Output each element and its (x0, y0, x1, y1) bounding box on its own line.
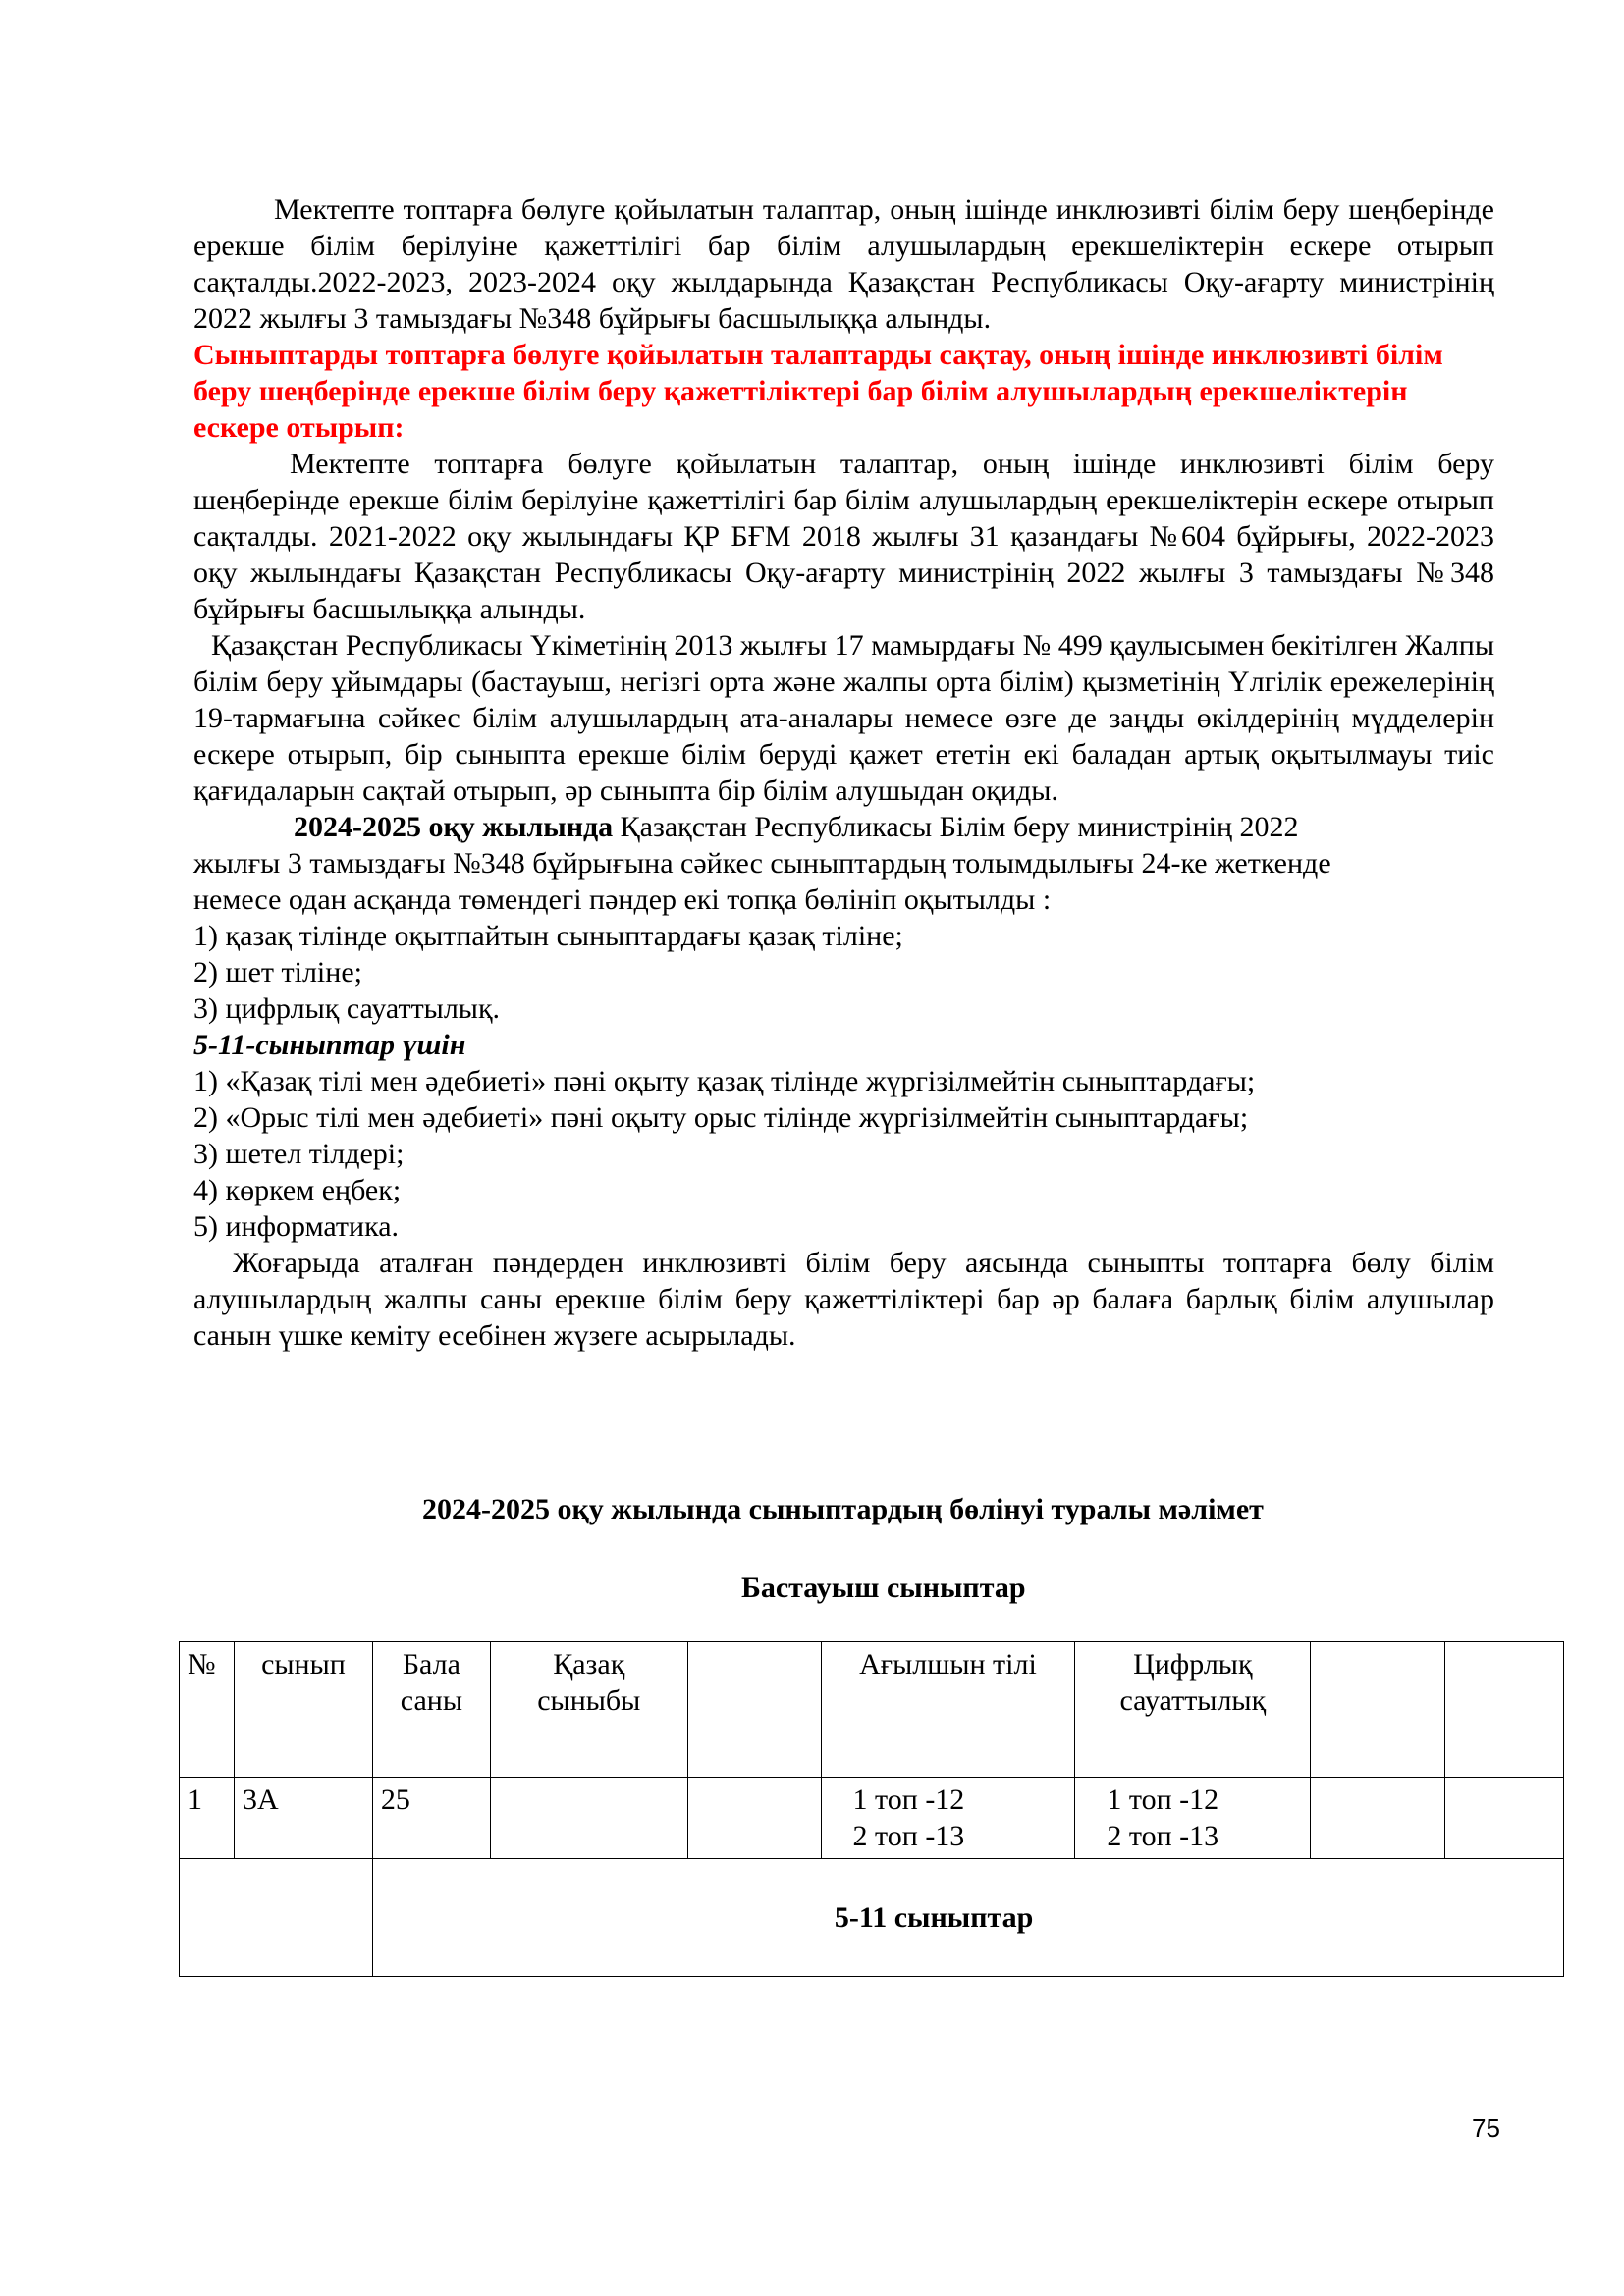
paragraph-4-line-3: немесе одан асқанда төмендегі пәндер екі топқа бөлініп оқытылды : (193, 883, 1052, 916)
section-left-cell (180, 1859, 373, 1977)
table-header-row (180, 1642, 1564, 1778)
list-primary-item: 2) шет тіліне; (193, 956, 362, 988)
header-kazakh-class: Қазақ сыныбы (490, 1642, 687, 1778)
header-child-count: Бала саны (372, 1642, 490, 1778)
paragraph-4-line-2: жылғы 3 тамыздағы №348 бұйрығына сәйкес сыныптардың толымдылығы 24-ке жеткенде (193, 847, 1331, 880)
header-class: сынып (234, 1642, 372, 1778)
header-empty (687, 1642, 821, 1778)
year-bold: 2024-2025 оқу жылында (294, 811, 614, 843)
digital-group-2: 2 топ -13 (1107, 1820, 1219, 1852)
cell-empty (687, 1778, 821, 1859)
paragraph-4-line-1 (193, 809, 1494, 845)
page-number: 75 (1472, 2113, 1500, 2143)
paragraph-2: Мектепте топтарға бөлуге қойылатын талаптар, оның ішінде инклюзивті білім беру шеңберінде ерекше білім берілуіне қажеттілігі бар білім алушылардың ерекшеліктерін ескере отырып сақталды. 2021-2022 оқу жылындағы ҚР БҒМ 2018 жылғы 31 қазандағы №604 бұйрығы, 2022-2023 оқу жылындағы Қазақстан Республикасы Оқу-ағарту министрінің 2022 жылғы 3 тамыздағы №348 бұйрығы басшылыққа алынды. (193, 448, 1494, 625)
cell-count: 25 (372, 1778, 490, 1859)
english-group-2: 2 топ -13 (852, 1820, 965, 1852)
list-5-11-item: 3) шетел тілдері; (193, 1138, 405, 1170)
table-row (180, 1778, 1564, 1859)
paragraph-3: Қазақстан Республикасы Үкіметінің 2013 жылғы 17 мамырдағы № 499 қаулысымен бекітілген Жалпы білім беру ұйымдары (бастауыш, негізгі орта және жалпы орта білім) қызметінің Үлгілік ережелерінің 19-тармағына сәйкес білім алушылардың ата-аналары немесе өзге де заңды өкілдерінің мүдделерін ескере отырып, бір сыныпта ерекше білім беруді қажет ететін екі баладан артық оқытылмауы тиіс қағидаларын сақтай отырып, әр сыныпта бір білім алушыдан оқиды. (193, 629, 1494, 807)
header-english: Ағылшын тілі (821, 1642, 1075, 1778)
list-5-11-item: 4) көркем еңбек; (193, 1174, 402, 1206)
table-subtitle: Бастауыш сыныптар (741, 1572, 1026, 1604)
english-group-1: 1 топ -12 (852, 1784, 965, 1816)
header-number: № (180, 1642, 235, 1778)
digital-group-1: 1 топ -12 (1107, 1784, 1219, 1816)
page-content (193, 191, 1494, 1354)
red-heading: Сыныптарды топтарға бөлуге қойылатын талаптарды сақтау, оның ішінде инклюзивті білім беру шеңберінде ерекше білім беру қажеттіліктері бар білім алушылардың ерекшеліктерін ескере отырып: (193, 339, 1443, 444)
cell-kazakh (490, 1778, 687, 1859)
subheading-5-11: 5-11-сыныптар үшін (193, 1029, 466, 1061)
cell-digital (1075, 1778, 1311, 1859)
class-division-table (179, 1641, 1564, 1977)
table-title: 2024-2025 оқу жылында сыныптардың бөлінуі туралы мәлімет (422, 1493, 1264, 1525)
list-primary-item: 3) цифрлық сауаттылық. (193, 992, 501, 1025)
section-5-11-label: 5-11 сыныптар (372, 1859, 1563, 1977)
cell-class: 3А (234, 1778, 372, 1859)
header-empty (1311, 1642, 1445, 1778)
list-5-11-item: 1) «Қазақ тілі мен әдебиеті» пәні оқыту қазақ тілінде жүргізілмейтін сыныптардағы; (193, 1065, 1256, 1097)
cell-empty (1311, 1778, 1445, 1859)
header-empty (1445, 1642, 1564, 1778)
cell-empty (1445, 1778, 1564, 1859)
list-5-11-item: 5) информатика. (193, 1210, 400, 1243)
header-digital-literacy: Цифрлық сауаттылық (1075, 1642, 1311, 1778)
table-section-row (180, 1859, 1564, 1977)
cell-english (821, 1778, 1075, 1859)
paragraph-1: Мектепте топтарға бөлуге қойылатын талаптар, оның ішінде инклюзивті білім беру шеңберінде ерекше білім берілуіне қажеттілігі бар білім алушылардың ерекшеліктерін ескере отырып сақталды.2022-2023, 2023-2024 оқу жылдарында Қазақстан Республикасы Оқу-ағарту министрінің 2022 жылғы 3 тамыздағы №348 бұйрығы басшылыққа алынды. (193, 193, 1494, 335)
p4-line1-rest: Қазақстан Республикасы Білім беру министрінің 2022 (613, 811, 1299, 843)
paragraph-5: Жоғарыда аталған пәндерден инклюзивті білім беру аясында сыныпты топтарға бөлу білім алушылардың жалпы саны ерекше білім беру қажеттіліктері бар әр балаға барлық білім алушылар санын үшке кеміту есебінен жүзеге асырылады. (193, 1247, 1494, 1352)
cell-number: 1 (180, 1778, 235, 1859)
list-5-11-item: 2) «Орыс тілі мен әдебиеті» пәні оқыту орыс тілінде жүргізілмейтін сыныптардағы; (193, 1101, 1249, 1134)
list-primary-item: 1) қазақ тілінде оқытпайтын сыныптардағы қазақ тіліне; (193, 920, 903, 952)
